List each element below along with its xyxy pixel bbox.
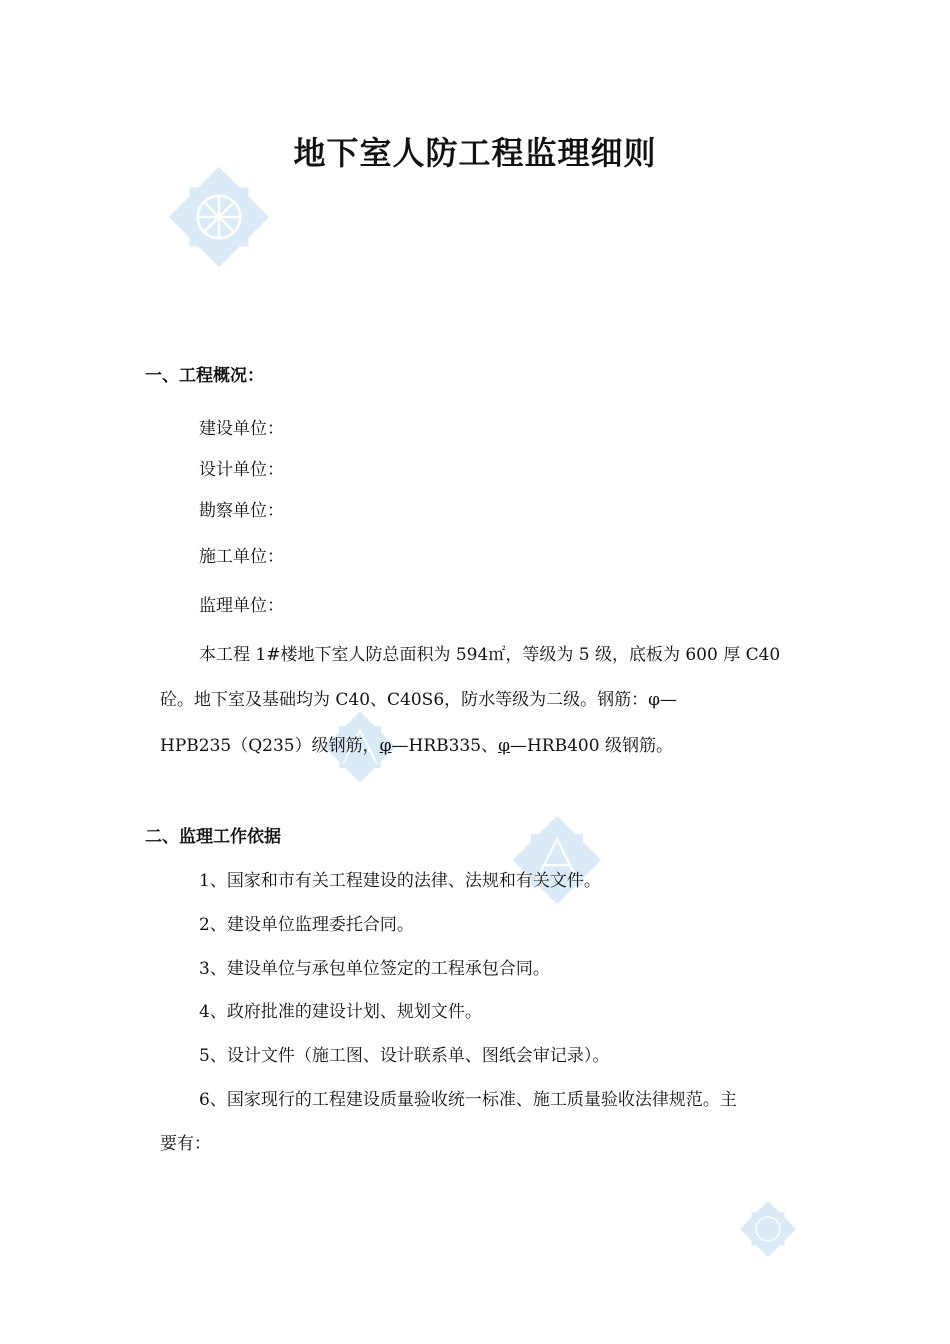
field-builder-unit: 施工单位： bbox=[199, 547, 284, 567]
field-design-unit: 设计单位： bbox=[199, 460, 284, 480]
list-item: 1、国家和市有关工程建设的法律、法规和有关文件。 bbox=[199, 871, 601, 891]
field-survey-unit: 勘察单位： bbox=[199, 501, 284, 521]
list-item: 6、国家现行的工程建设质量验收统一标准、施工质量验收法律规范。主 bbox=[199, 1090, 737, 1110]
overview-paragraph-line-1: 本工程 1#楼地下室人防总面积为 594㎡，等级为 5 级，底板为 600 厚 C40 bbox=[199, 645, 781, 665]
list-item: 2、建设单位监理委托合同。 bbox=[199, 915, 414, 935]
list-item: 3、建设单位与承包单位签定的工程承包合同。 bbox=[199, 959, 550, 979]
list-item: 5、设计文件（施工图、设计联系单、图纸会审记录）。 bbox=[199, 1046, 610, 1066]
section-heading-overview: 一、工程概况： bbox=[145, 366, 264, 386]
list-item-continuation: 要有： bbox=[160, 1134, 211, 1154]
watermark-emblem-icon bbox=[735, 1196, 801, 1262]
phi-symbol: φ bbox=[498, 736, 510, 756]
list-item: 4、政府批准的建设计划、规划文件。 bbox=[199, 1002, 482, 1022]
paragraph-text: —HRB335、 bbox=[391, 736, 499, 756]
overview-paragraph-line-3 bbox=[160, 731, 673, 756]
watermark-emblem-icon bbox=[160, 158, 278, 276]
page-title: 地下室人防工程监理细则 bbox=[293, 134, 657, 172]
paragraph-text: HPB235（Q235）级钢筋， bbox=[160, 736, 380, 756]
field-construction-unit: 建设单位： bbox=[199, 419, 284, 439]
field-supervision-unit: 监理单位： bbox=[199, 596, 284, 616]
paragraph-text: —HRB400 级钢筋。 bbox=[509, 736, 673, 756]
phi-symbol: φ bbox=[379, 736, 392, 756]
watermark-emblem-icon bbox=[505, 808, 609, 912]
overview-paragraph-line-2: 砼。地下室及基础均为 C40、C40S6，防水等级为二级。钢筋：φ— bbox=[160, 690, 678, 710]
section-heading-basis: 二、监理工作依据 bbox=[145, 827, 281, 847]
